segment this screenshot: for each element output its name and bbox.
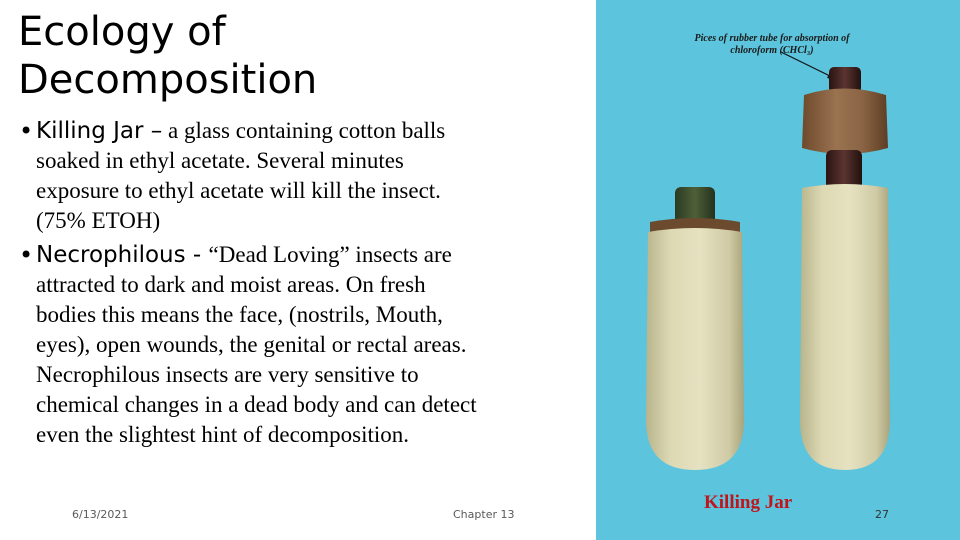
bullet-necrophilous — [18, 240, 588, 450]
bullet-text-continuation: soaked in ethyl acetate. Several minutes exposure to ethyl acetate will kill the insect. (75% ETOH) — [36, 148, 441, 233]
footer-page-number: 27 — [875, 508, 889, 521]
footer-date: 6/13/2021 — [72, 508, 129, 521]
slide-title-line-1: Ecology of — [18, 9, 226, 55]
bullet-killing-jar — [18, 116, 588, 236]
bullet-dot: • — [19, 241, 34, 269]
killing-jar-illustration — [596, 0, 960, 540]
photo-caption: Killing Jar — [704, 492, 793, 513]
slide-title-line-2: Decomposition — [18, 57, 318, 103]
killing-jar-photo — [596, 0, 960, 540]
bullet-list — [18, 116, 588, 450]
bullet-lead-term: Necrophilous - — [36, 242, 209, 268]
right-vial — [800, 184, 890, 470]
photo-annotation: Pices of rubber tube for absorption of chloroform (CHCl₃) — [694, 33, 850, 56]
footer-chapter: Chapter 13 — [453, 508, 515, 521]
bullet-dot: • — [19, 117, 34, 145]
bullet-text-first-line: “Dead Loving” insects are — [208, 242, 452, 267]
bullet-text-first-line: a glass containing cotton balls — [162, 118, 446, 143]
cork-stopper — [802, 89, 888, 155]
bullet-text-continuation: attracted to dark and moist areas. On fresh bodies this means the face, (nostrils, Mouth, eyes), open wounds, the genital or rectal areas. Necrophilous insects are very sensitive to chemical changes in a dead body and can detect even the slightest hint of decomposition. — [36, 272, 477, 447]
left-vial — [646, 228, 744, 470]
bullet-lead-term: Killing Jar – — [36, 118, 163, 144]
slide-title — [18, 8, 578, 104]
